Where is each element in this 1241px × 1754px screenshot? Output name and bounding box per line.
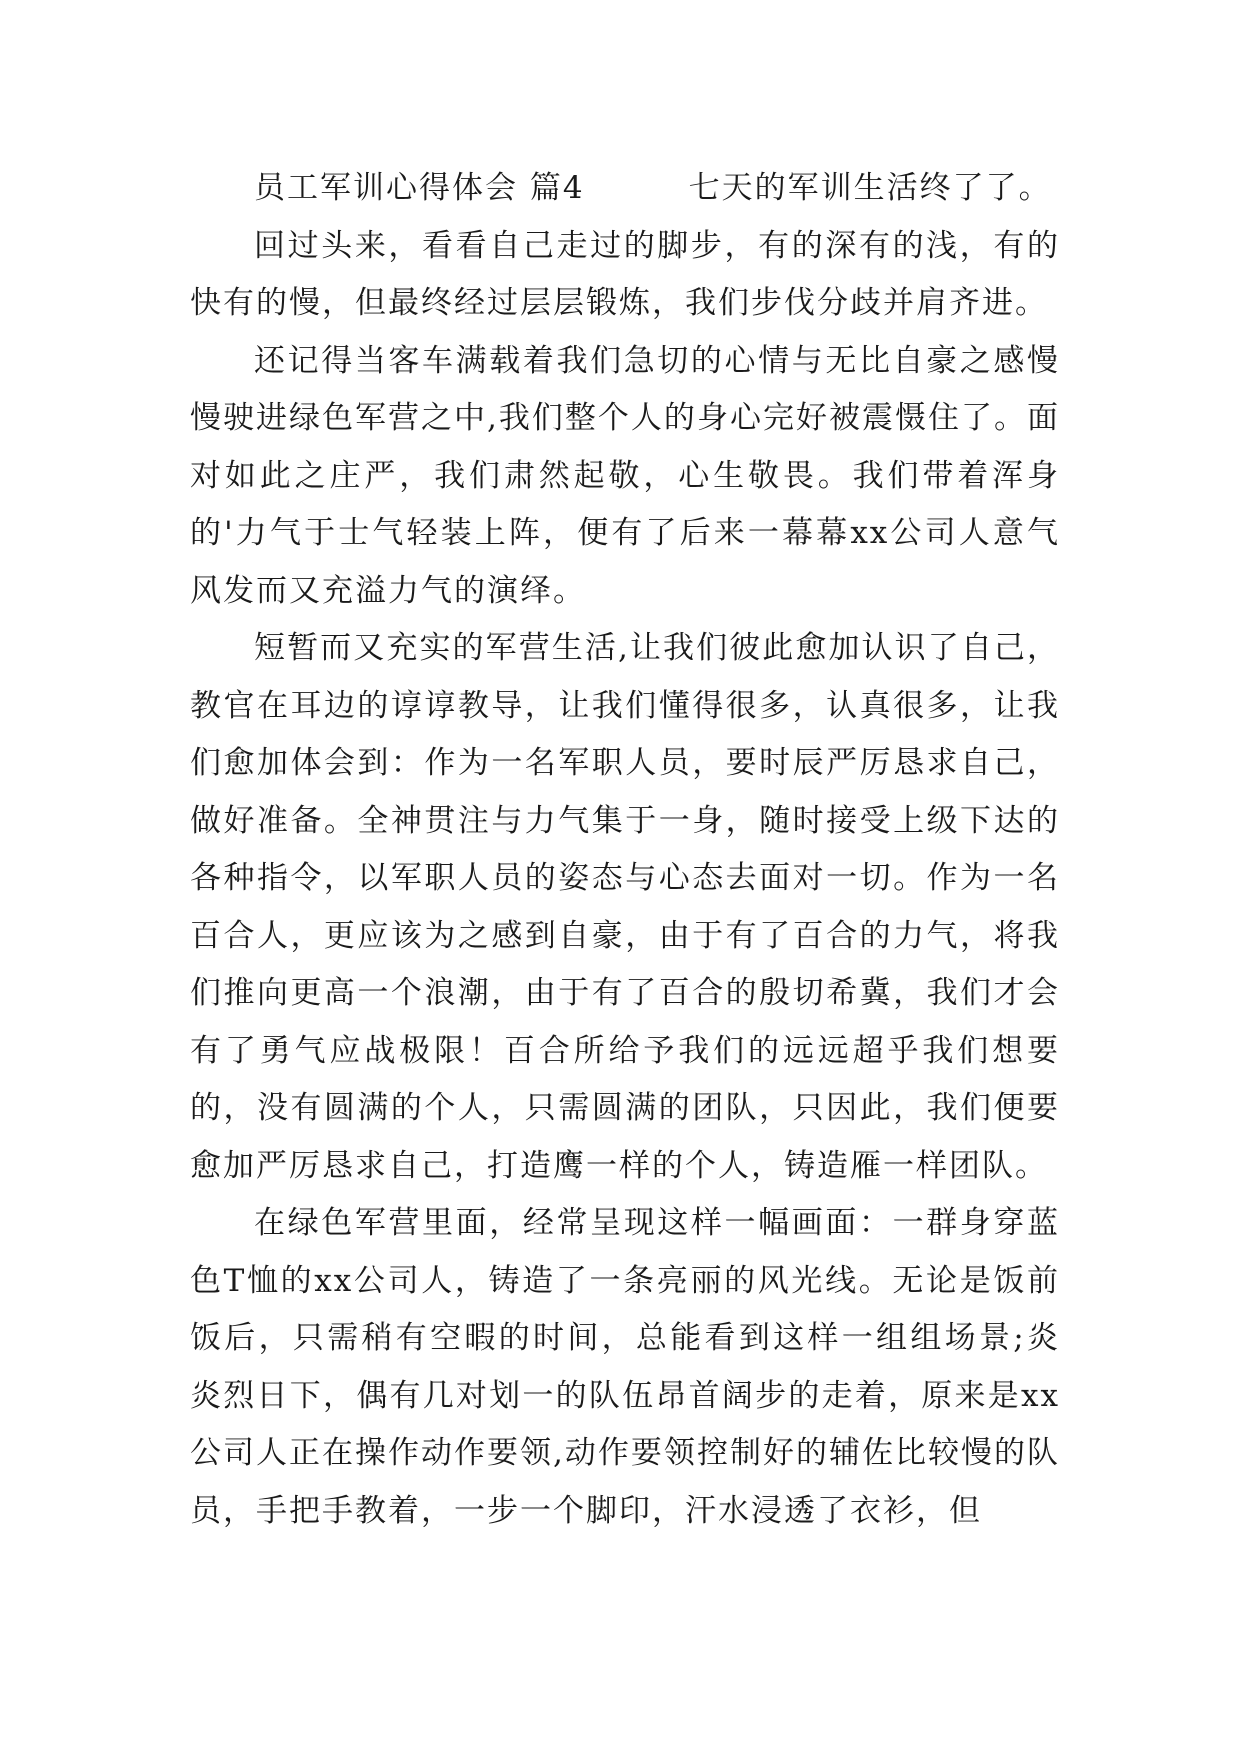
paragraph-1: 回过头来，看看自己走过的脚步，有的深有的浅，有的快有的慢，但最终经过层层锻炼，我们步伐分歧并肩齐进。: [190, 227, 1060, 321]
paragraph-3: 短暂而又充实的军营生活,让我们彼此愈加认识了自己，教官在耳边的谆谆教导，让我们懂得很多，认真很多，让我们愈加体会到：作为一名军职人员，要时辰严厉恳求自己，做好准备。全神贯注与力气集于一身，随时接受上级下达的各种指令，以军职人员的姿态与心态去面对一切。作为一名百合人，更应该为之感到自豪，由于有了百合的力气，将我们推向更高一个浪潮，由于有了百合的殷切希冀，我们才会有了勇气应战极限！百合所给予我们的远远超乎我们想要的，没有圆满的个人，只需圆满的团队，只因此，我们便要愈加严厉恳求自己，打造鹰一样的个人，铸造雁一样团队。: [190, 630, 1060, 1184]
document-title: 员工军训心得体会 篇4: [254, 170, 585, 206]
paragraph-4: 在绿色军营里面，经常呈现这样一幅画面：一群身穿蓝色T恤的xx公司人，铸造了一条亮丽的风光线。无论是饭前饭后，只需稍有空暇的时间，总能看到这样一组组场景;炎炎烈日下，偶有几对划一的队伍昂首阔步的走着，原来是xx公司人正在操作动作要领,动作要领控制好的辅佐比较慢的队员，手把手教着，一步一个脚印，汗水浸透了衣衫，但: [190, 1205, 1060, 1529]
document-body: [190, 160, 1060, 1540]
heading-line: [190, 160, 1060, 218]
first-sentence: 七天的军训生活终了了。: [688, 170, 1052, 206]
paragraph-2: 还记得当客车满载着我们急切的心情与无比自豪之感慢慢驶进绿色军营之中,我们整个人的身心完好被震慑住了。面对如此之庄严，我们肃然起敬，心生敬畏。我们带着浑身的'力气于士气轻装上阵，便有了后来一幕幕xx公司人意气风发而又充溢力气的演绎。: [190, 342, 1060, 609]
